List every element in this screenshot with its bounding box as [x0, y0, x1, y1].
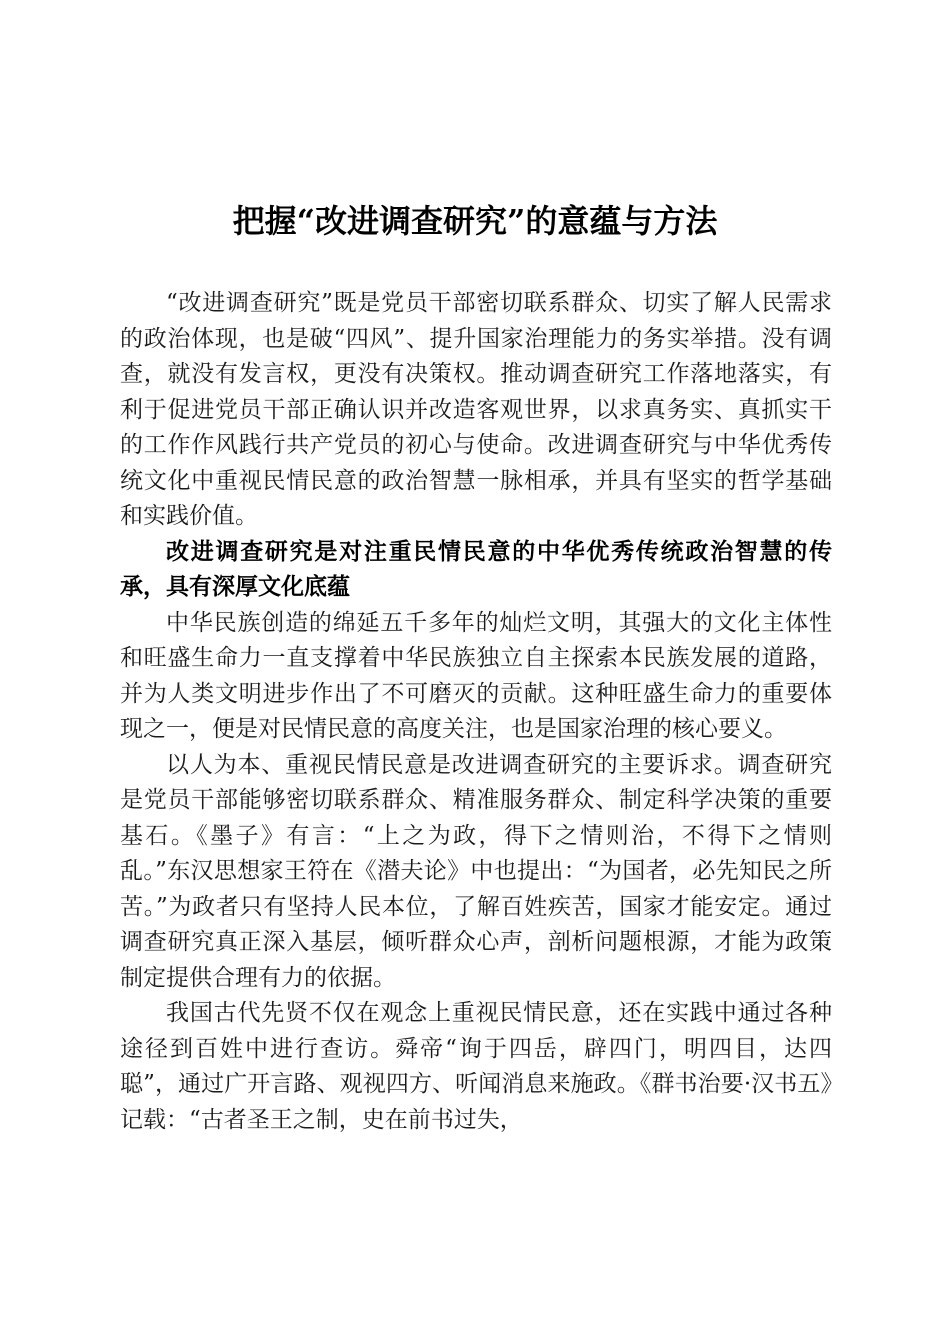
intro-paragraph: “改进调查研究”既是党员干部密切联系群众、切实了解人民需求的政治体现，也是破“四风”、提升国家治理能力的务实举措。没有调查，就没有发言权，更没有决策权。推动调查研究工作落地落实，有利于促进党员干部正确认识并改造客观世界，以求真务实、真抓实干的工作作风践行共产党员的初心与使命。改进调查研究与中华优秀传统文化中重视民情民意的政治智慧一脉相承，并具有坚实的哲学基础和实践价值。 [120, 290, 832, 529]
section-heading: 改进调查研究是对注重民情民意的中华优秀传统政治智慧的传承，具有深厚文化底蕴 [120, 538, 832, 600]
document-title: 把握“改进调查研究”的意蕴与方法 [232, 202, 718, 240]
body-paragraph: 我国古代先贤不仅在观念上重视民情民意，还在实践中通过各种途径到百姓中进行查访。舜帝“询于四岳，辟四门，明四目，达四聪”，通过广开言路、观视四方、听闻消息来施政。《群书治要·汉书五》记载：“古者圣王之制，史在前书过失， [120, 1000, 832, 1133]
body-paragraph: 以人为本、重视民情民意是改进调查研究的主要诉求。调查研究是党员干部能够密切联系群众、精准服务群众、制定科学决策的重要基石。《墨子》有言：“上之为政，得下之情则治，不得下之情则乱。”东汉思想家王符在《潜夫论》中也提出：“为国者，必先知民之所苦。”为政者只有坚持人民本位，了解百姓疾苦，国家才能安定。通过调查研究真正深入基层，倾听群众心声，剖析问题根源，才能为政策制定提供合理有力的依据。 [120, 751, 832, 991]
body-paragraph: 中华民族创造的绵延五千多年的灿烂文明，其强大的文化主体性和旺盛生命力一直支撑着中华民族独立自主探索本民族发展的道路，并为人类文明进步作出了不可磨灭的贡献。这种旺盛生命力的重要体现之一，便是对民情民意的高度关注，也是国家治理的核心要义。 [120, 609, 832, 742]
document-body [120, 286, 832, 1138]
